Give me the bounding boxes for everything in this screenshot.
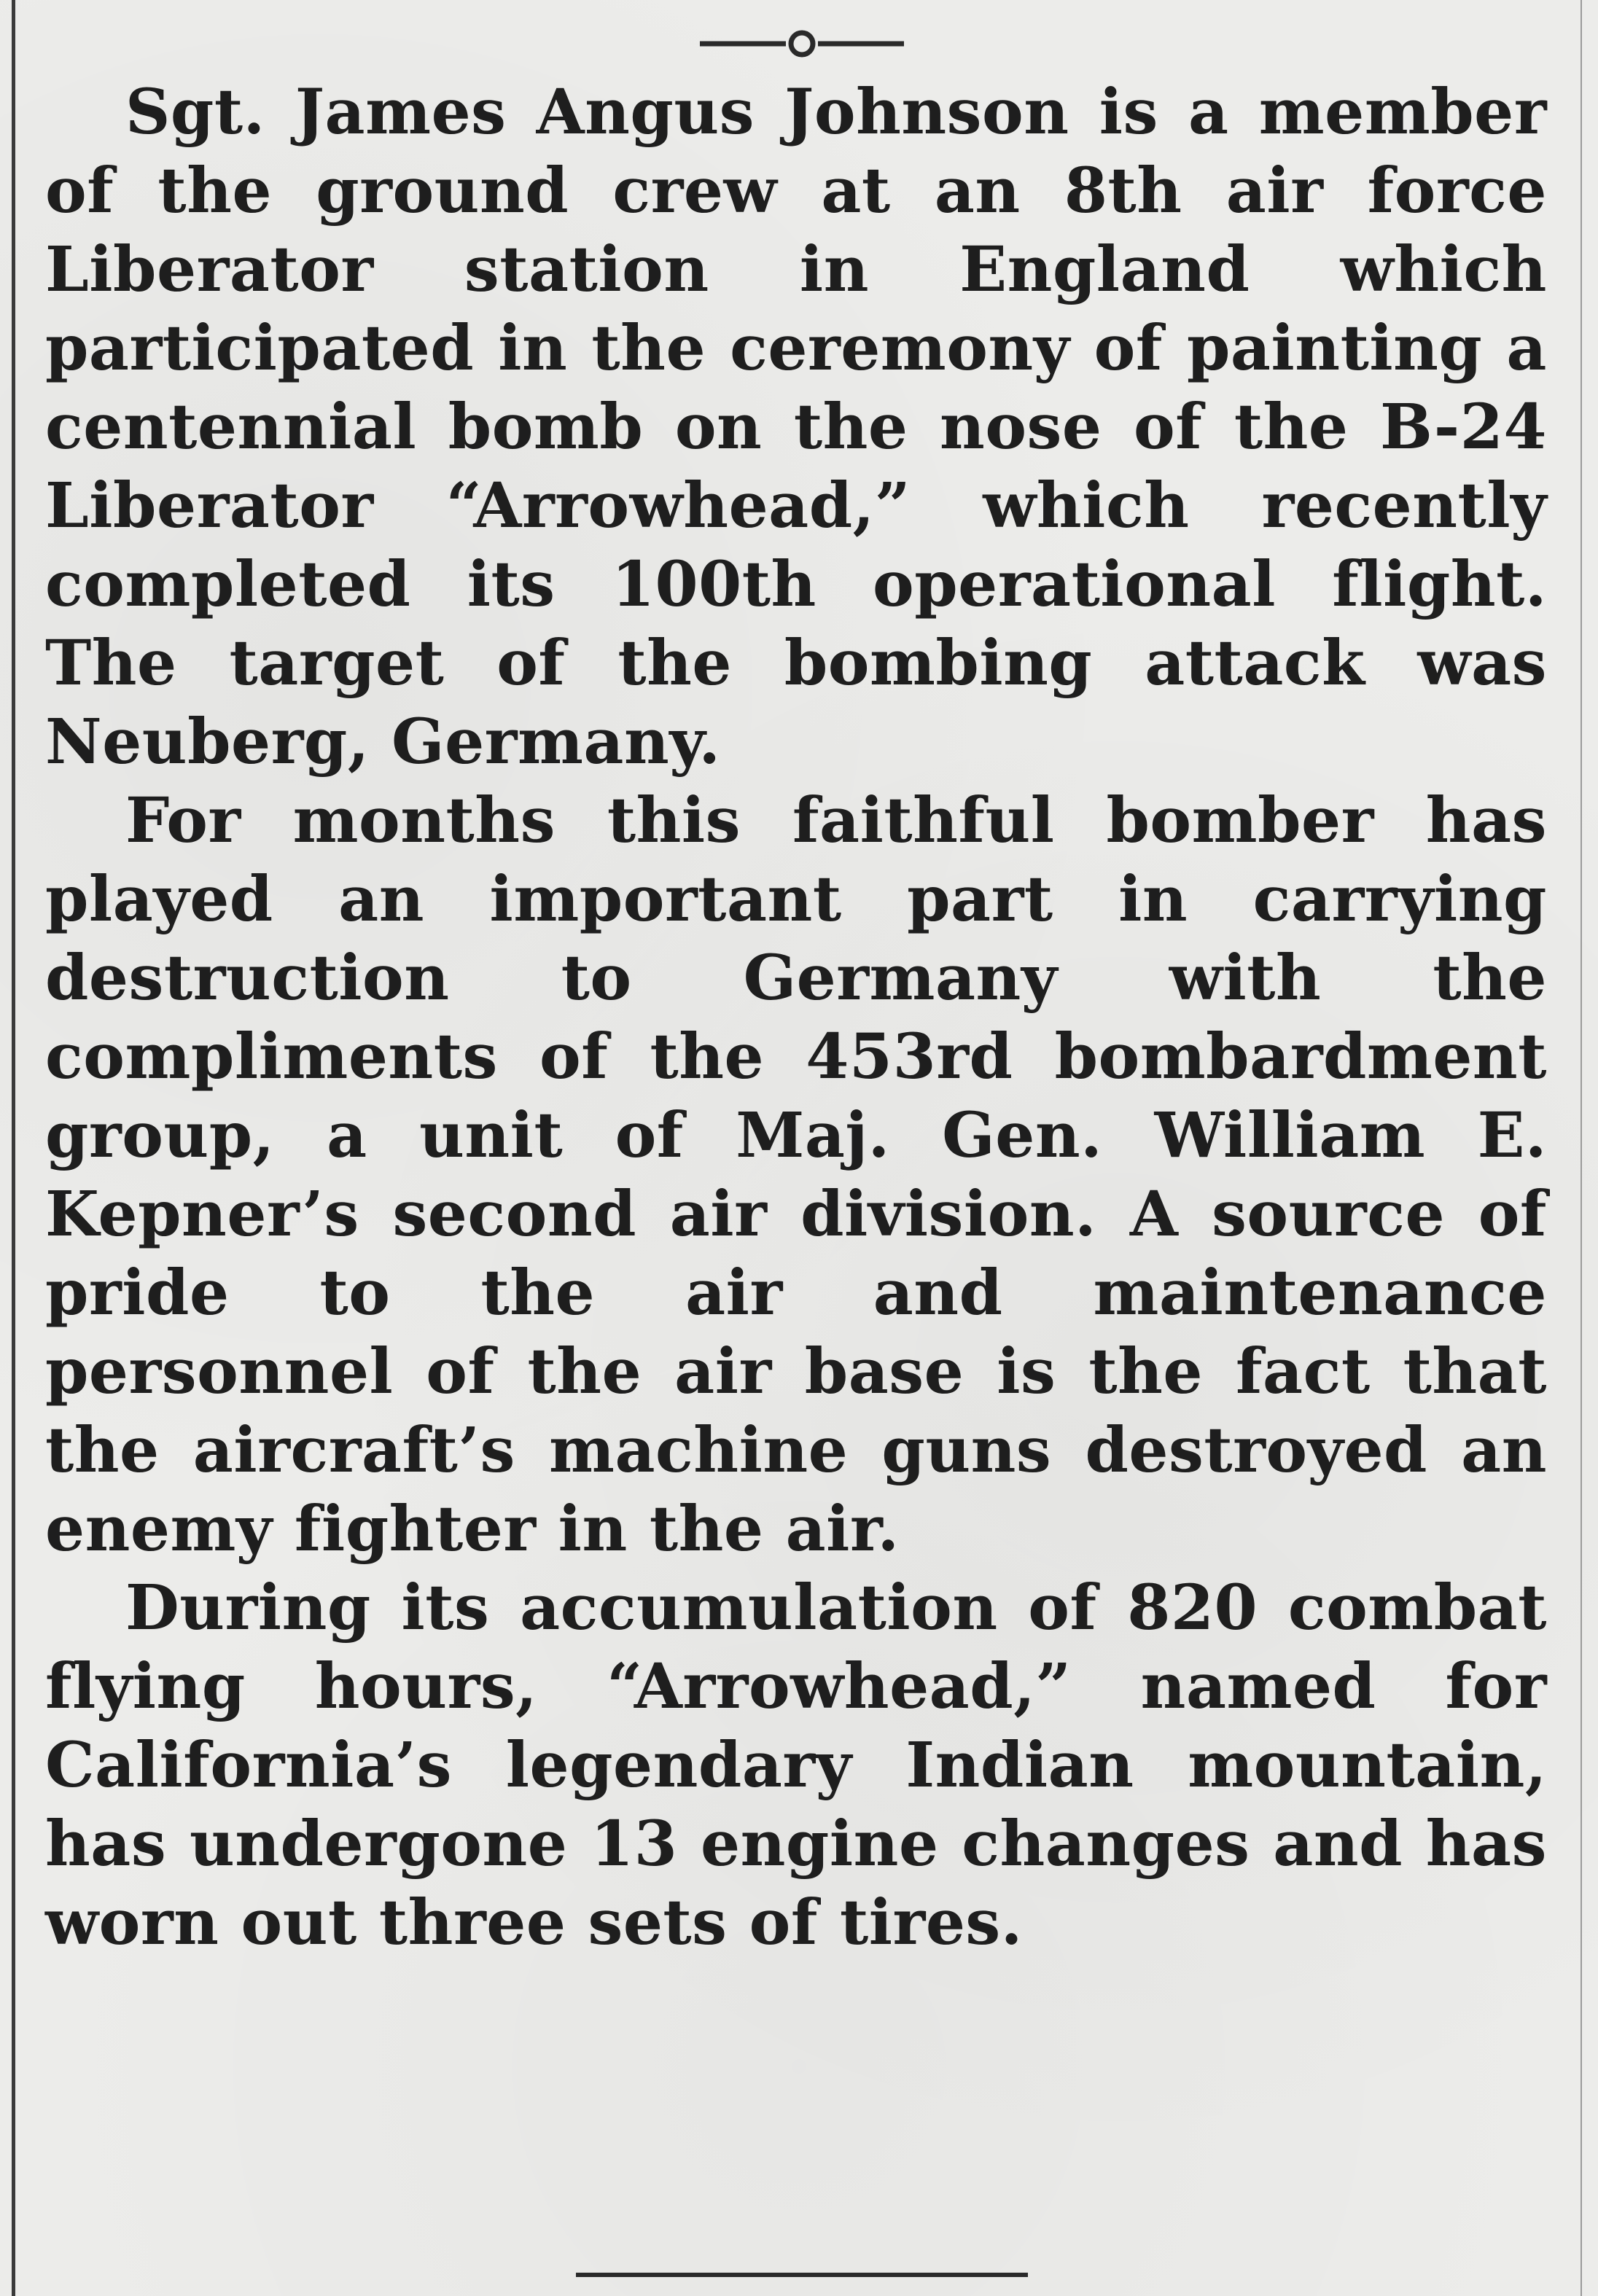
separator-ornament: [700, 28, 904, 60]
article-body: [45, 73, 1547, 1962]
column-rule-left: [12, 0, 15, 2296]
column-rule-right: [1581, 0, 1582, 2296]
paragraph-2: For months this faithful bomber has played an important part in carrying destruction to Germany with the compliments of the 453rd bombardment group, a unit of Maj. Gen. William E. Kepner’s second air division. A source of pride to the air and maintenance personnel of the air base is the fact that the aircraft’s machine guns destroyed an enemy fighter in the air.: [45, 784, 1547, 1566]
paragraph-3: During its accumulation of 820 combat flying hours, “Arrowhead,” named for California’s legendary Indian mountain, has undergone 13 engine changes and has worn out three sets of tires.: [45, 1571, 1547, 1959]
paragraph-1: Sgt. James Angus Johnson is a member of the ground crew at an 8th air force Liberator station in England which participated in the ceremony of painting a centennial bomb on the nose of the B-24 Liberator “Arrowhead,” which recently completed its 100th operational flight. The target of the bombing attack was Neuberg, Germany.: [45, 76, 1547, 778]
bottom-separator: [576, 2273, 1028, 2277]
